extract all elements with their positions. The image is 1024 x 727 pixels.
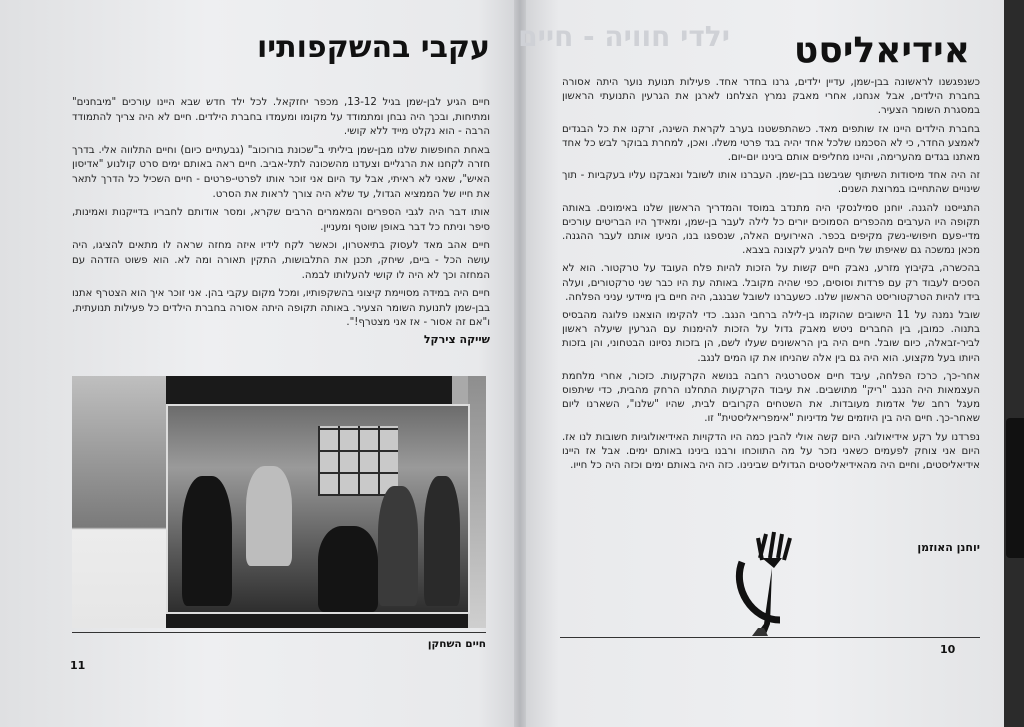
right-article-author: יוחנן האוזמן (917, 541, 980, 554)
photo-caption: חיים השחקן (427, 638, 486, 650)
background-edge (1004, 0, 1024, 727)
photo-figure (246, 466, 292, 566)
right-page-title: אידיאליסט (793, 30, 970, 71)
left-page-number: 11 (70, 659, 86, 672)
photo-collage-left (72, 376, 166, 628)
paragraph: התגייסנו להגנה. יוחנן סמילנסקי היה מתנדב במוסד והמדריך הראשון שלנו באימונים. באותה תקופה היו הערבים מהכפרים הסמוכים יורים כל לילה לעבר בן-שמן, ומאידך היו הבריטים עורכים מדי-פעם חיפושי-נשק מקיפים בכפר. האירועים האלה, שנספגו בנו, הניעו אותנו לעבר ההגנה. מכאן נמשכה גם שאיפתו של חיים להגיע לקצונה בצבא. (562, 202, 980, 257)
right-article-body (562, 76, 980, 477)
left-article-author: שייקה צירקל (423, 333, 490, 346)
paragraph: נפרדנו על רקע אידיאולוגי. היום קשה אולי להבין כמה היו הדקויות האידיאולוגיות חשובות לנו אז. היום אני צוחק לפעמים כשאני נזכר על מה התווכחו ורבנו בינינו באותם ימים. אבל אז היינו אידיאליסטים, וחיים היה מהאידיאליסטים הגדולים שבינינו. כזה היה באותם ימים וכזה היה כל חייו. (562, 431, 980, 472)
paragraph: זה היה אחד מיסודות השיתוף שגיבשנו בבן-שמן. העברנו אותו לשובל ונאבקנו עליו בעקביות - תוך שינויים שהתחייבו במרוצת השנים. (562, 170, 980, 196)
right-page-number: 10 (940, 643, 956, 656)
paragraph: אחר-כך, כרכז הפלחה, עיבד חיים אסטרטגיה רחבה בנושא הקרקעות. כזכור, אחרי מלחמת העצמאות היה הנגב "ריק" מתושבים. את עיבוד הקרקעות התחלנו הרחק מהבית, כדי שיתפוס מעגל רחב של אדמות מעובדות. את השטחים הקרובים לבית, שהיו "שלנו", השארנו ליום שאחר-כך. חיים היה בין היוזמים של מדיניות "אימפריאליסטית" זו. (562, 370, 980, 425)
paragraph: באחת החופשות שלנו מבן-שמן ביליתי ב"שכונת בורוכוב" (גבעתיים כיום) וחיים התלווה אלי. בדרך חזרה לקחנו את הרגליים וצעדנו מהשכונה לתל-אביב. חיים ראה באותם ימים סרט קולנוע "אדיסון האיש", שאני לא ראיתי, אבל עד היום אני זוכר אותו לפרטי-פרטים - חיים השכיל כל הדרך לתאר את חייו של הממציא הגדול, עד שלא היה צורך לראות את הסרט. (72, 144, 490, 200)
left-divider (72, 632, 486, 633)
paragraph: כשנפגשנו לראשונה בבן-שמן, עדיין ילדים, גרנו בחדר אחד. פעילות תנועת נוער היתה אסורה בחברת הילדים, אבל אנחנו, אחרי מאבק נמרץ הצלחנו לארגן את הגרעין התנועתי הראשון במסגרת השומר הצעיר. (562, 77, 980, 117)
book-spine (514, 0, 526, 727)
page-tab (1006, 418, 1024, 558)
paragraph: אותו דבר היה לגבי הספרים והמאמרים הרבים שקרא, ומסר אודותם לחבריו בדייקנות ואמינות, סיפר וניתח כל דבר באופן שוטף ומעניין. (72, 207, 490, 233)
hammer-wheat-emblem-icon (722, 528, 812, 638)
photo-window (318, 426, 398, 496)
theater-photo (72, 376, 486, 628)
paragraph: חיים הגיע לבן-שמן בגיל 13-12, מכפר יחזקאל. לכל ילד חדש שבא היינו עורכים "מיבחנים" ומתיחות, ובכך היה נבחן ומתמודד על מקומו ומעמדו בחברת הילדים. חיים לא היה צריך להתמודד הרבה - הוא נקלט מייד ללא קושי. (72, 97, 490, 138)
right-divider (560, 637, 980, 638)
photo-main-frame (166, 404, 470, 614)
left-page-title: עקבי בהשקפותיו (256, 30, 490, 65)
photo-figure (424, 476, 460, 606)
photo-figure (378, 486, 418, 606)
photo-figure (182, 476, 232, 606)
photo-collage-right (468, 376, 486, 628)
left-article-body (72, 96, 490, 335)
paragraph: בהכשרה, בקיבוץ מזרע, נאבק חיים קשות על הזכות להיות פלח העובד על טרקטור. הוא לא הסכים לעבוד רק עם פרדות וסוסים, כפי שהיה מקובל. באותה עת היו כבר שני טרקטורים, ועלה בידו להיות הטרקטוריסט הראשון שלנו. כשעברנו לשובל שבנגב, היה חיים בין מיידעי עניני הפלחה. (562, 263, 980, 303)
paragraph: חיים היה במידה מסויימת קיצוני בהשקפותיו, ומכל מקום עקבי בהן. אני זוכר איך הוא הצטרף אתנו בבן-שמן לתנועת השומר הצעיר. באותה תקופה היתה אסורה בחברת הילדים כל פעילות תנועתית, ו"אם זה אסור - אז אני מצטרף!". (72, 288, 490, 329)
paragraph: שובל נמנה על 11 הישובים שהוקמו בן-לילה ברחבי הנגב. כדי להקימו הוצאנו פלוגה מהבסיס בתנוה. כמובן, בין החברים ניטש מאבק גדול על הזכות להימנות עם הגרעין שיעלה ראשון לביר-זבאלה, כיום שובל. חיים היה בין הראשונים שעלו לשם, הן בזכות נסיונו הבטחוני, והן בזכות היותו בעל מקצוע. הוא היה גם בין אלה שהניחו את קו המים לנגב. (562, 310, 981, 364)
paragraph: חיים אהב מאד לעסוק בתיאטרון, וכאשר לקח לידיו איזה מחזה שראה לו מתאים להציגו, היה עושה הכל - ביים, שיחק, תכנן את התלבושות, התקין תאורה ומה לא. הוא פשוט הזדהה עם המחזה וכך לא היה לו קושי להעלותו לבמה. (72, 240, 490, 281)
faint-banner: ילדי חוויה - חיים (518, 20, 730, 53)
paragraph: בחברת הילדים היינו אז שותפים מאד. כשהתפשטנו בערב לקראת השינה, זרקנו את כל הבגדים לאמצע החדר, כי לא הסכמנו שלכל אחד יהיה בגד פרטי משלו. ואכן, למחרת בבוקר לבש כל אחד מאתנו בגדים מהערימה, והיינו מחליפים אותם בינינו יום-יום. (562, 123, 980, 164)
photo-figure (318, 526, 378, 612)
